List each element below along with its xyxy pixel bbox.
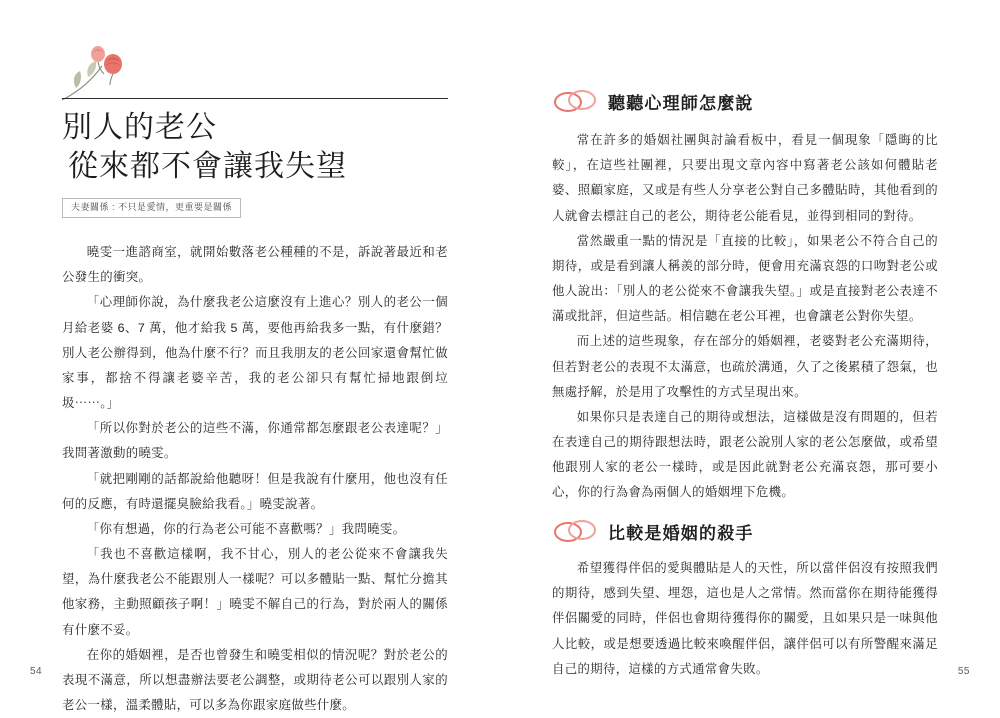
title-block [62, 108, 462, 218]
title-divider [62, 98, 448, 99]
section-heading-2 [552, 518, 754, 544]
paragraph: 希望獲得伴侶的愛與體貼是人的天性，所以當伴侶沒有按照我們的期待，感到失望、埋怨，這也是人之常情。然而當你在期待能獲得伴侶關愛的同時，伴侶也會期待獲得你的關愛，且如果只是一味與他人比較，或是想要透過比較來喚醒伴侶，讓伴侶可以有所警醒來滿足自己的期待，這樣的方式通常會失敗。 [552, 561, 938, 676]
right-page-body-section-1 [552, 128, 938, 506]
section-heading-1 [552, 88, 754, 114]
left-page [0, 0, 500, 713]
section-title-1: 聽聽心理師怎麼說 [608, 93, 754, 113]
paragraph: 在你的婚姻裡，是否也曾發生和曉雯相似的情況呢？對於老公的表現不滿意，所以想盡辦法要老公調整，或期待老公可以跟別人家的老公一樣，溫柔體貼，可以多為你跟家庭做些什麼。 [62, 647, 448, 713]
paragraph: 「你有想過，你的行為老公可能不喜歡嗎？」我問曉雯。 [86, 521, 406, 536]
paragraph: 「心理師你說，為什麼我老公這麼沒有上進心？別人的老公一個月給老婆 6、7 萬，他才給我 5 萬，要他再給我多一點，有什麼錯？別人老公辦得到，他為什麼不行？而且我朋友的老公回家還會幫忙做家事，都捨不得讓老婆辛苦，我的老公卻只有幫忙掃地跟倒垃圾⋯⋯。」 [62, 295, 448, 411]
paragraph: 「所以你對於老公的這些不滿，你通常都怎麼跟老公表達呢？」我問著激動的曉雯。 [62, 421, 448, 461]
right-page-body-section-2 [552, 556, 938, 682]
paragraph: 「我也不喜歡這樣啊，我不甘心，別人的老公從來不會讓我失望，為什麼我老公不能跟別人一樣呢？可以多體貼一點、幫忙分擔其他家務，主動照顧孩子啊！」曉雯不解自己的行為，對於兩人的關係有什麼不妥。 [62, 547, 448, 637]
left-page-body [62, 240, 448, 718]
page-number-right: 55 [957, 666, 970, 677]
paragraph: 曉雯一進諮商室，就開始數落老公種種的不是，訴說著最近和老公發生的衝突。 [62, 245, 448, 285]
paragraph: 如果你只是表達自己的期待或想法，這樣做是沒有問題的，但若在表達自己的期待跟想法時，跟老公說別人家的老公怎麼做，或希望他跟別人家的老公一樣時，或是因此就對老公充滿哀怨，那可要小心，你的行為會為兩個人的婚姻埋下危機。 [552, 409, 938, 500]
paragraph: 「就把剛剛的話都說給他聽呀！但是我說有什麼用，他也沒有任何的反應，有時還擺臭臉給我看。」曉雯說著。 [62, 471, 448, 511]
paragraph: 常在許多的婚姻社團與討論看板中，看見一個現象「隱晦的比較」，在這些社團裡，只要出現文章內容中寫著老公該如何體貼老婆、照顧家庭，又或是有些人分享老公對自己多體貼時，其他看到的人就會去標註自己的老公，期待老公能看見，並得到相同的對待。 [552, 133, 938, 223]
flower-sprig-icon [58, 44, 138, 104]
paragraph: 當然嚴重一點的情況是「直接的比較」，如果老公不符合自己的期待，或是看到讓人稱羨的部分時，便會用充滿哀怨的口吻對老公或他人說出：「別人的老公從來不會讓我失望。」或是直接對老公表達不滿或批評，但這些話。相信聽在老公耳裡，也會讓老公對你失望。 [552, 233, 938, 324]
double-ring-icon [552, 88, 598, 114]
double-ring-icon [552, 518, 598, 544]
page-number-left: 54 [30, 666, 43, 677]
title-line-1: 別人的老公 [62, 111, 217, 144]
paragraph: 而上述的這些現象，存在部分的婚姻裡，老婆對老公充滿期待，但若對老公的表現不太滿意，也疏於溝通，久了之後累積了怨氣，也無處抒解，於是用了攻擊性的方式呈現出來。 [552, 334, 938, 399]
title-line-2: 從來都不會讓我失望 [68, 150, 347, 183]
right-page [500, 0, 1000, 709]
page-title [62, 108, 462, 186]
section-title-2: 比較是婚姻的殺手 [608, 523, 754, 543]
subtitle-tag: 夫妻關係 : 不只是愛情，更重要是關係 [62, 198, 241, 218]
